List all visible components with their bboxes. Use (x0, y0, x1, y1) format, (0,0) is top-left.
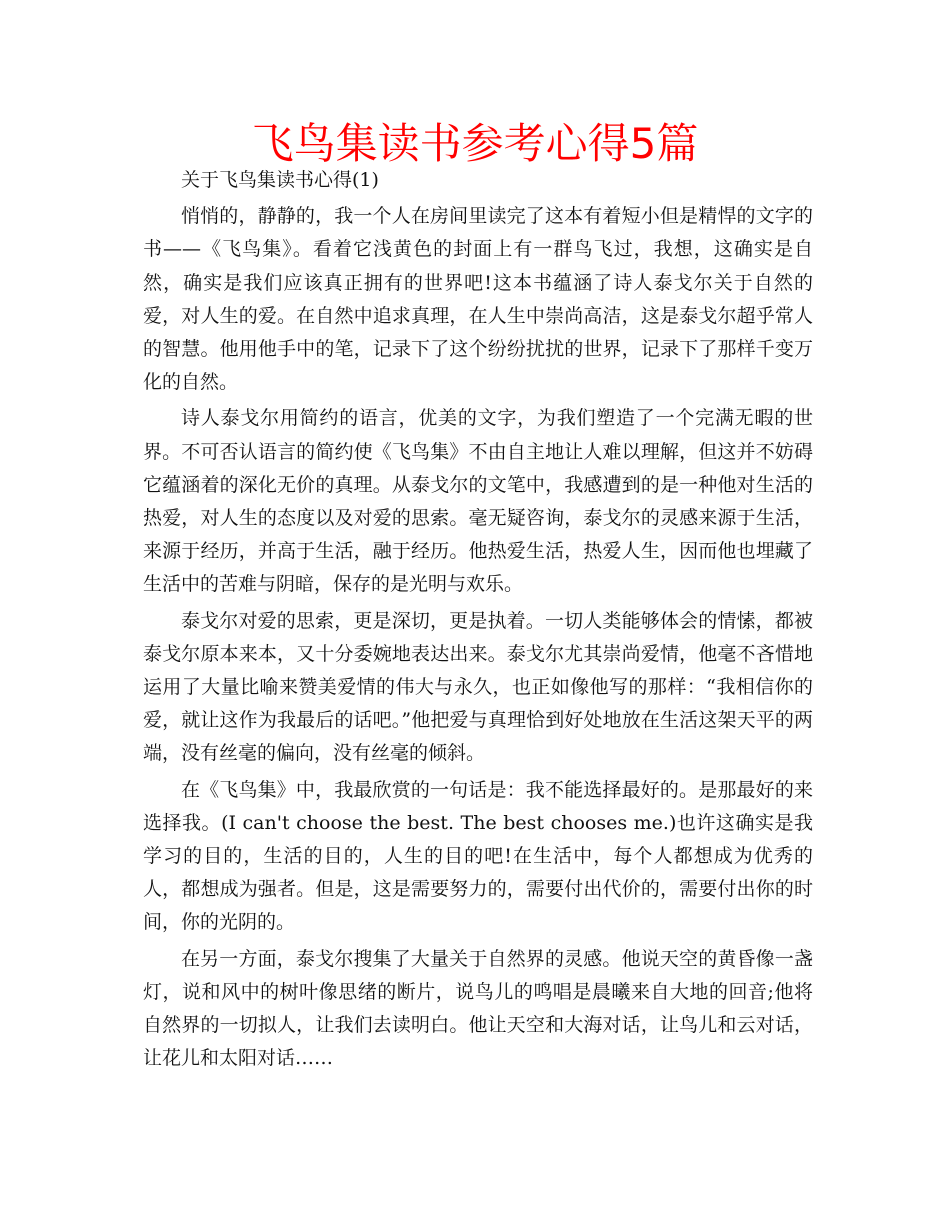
paragraph-1: 悄悄的，静静的，我一个人在房间里读完了这本有着短小但是精悍的文字的书——《飞鸟集》。看着它浅黄色的封面上有一群鸟飞过，我想，这确实是自然，确实是我们应该真正拥有的世界吧!这本书蕴涵了诗人泰戈尔关于自然的爱，对人生的爱。在自然中追求真理，在人生中崇尚高洁，这是泰戈尔超乎常人的智慧。他用他手中的笔，记录下了这个纷纷扰扰的世界，记录下了那样千变万化的自然。 (143, 205, 813, 394)
paragraph-2: 诗人泰戈尔用简约的语言，优美的文字，为我们塑造了一个完满无暇的世界。不可否认语言的简约使《飞鸟集》不由自主地让人难以理解，但这并不妨碍它蕴涵着的深化无价的真理。从泰戈尔的文笔中，我感遭到的是一种他对生活的热爱，对人生的态度以及对爱的思索。毫无疑咨询，泰戈尔的灵感来源于生活，来源于经历，并高于生活，融于经历。他热爱生活，热爱人生，因而他也埋藏了生活中的苦难与阴暗，保存的是光明与欢乐。 (143, 407, 813, 596)
paragraph-4: 在《飞鸟集》中，我最欣赏的一句话是：我不能选择最好的。是那最好的来选择我。(I can't choose the best. The best chooses me.)也许这确实是我学习的目的，生活的目的，人生的目的吧!在生活中，每个人都想成为优秀的人，都想成为强者。但是，这是需要努力的，需要付出代价的，需要付出你的时间，你的光阴的。 (143, 778, 813, 934)
paragraph-3: 泰戈尔对爱的思索，更是深切，更是执着。一切人类能够体会的情愫，都被泰戈尔原本来本，又十分委婉地表达出来。泰戈尔尤其崇尚爱情，他毫不吝惜地运用了大量比喻来赞美爱情的伟大与永久，也正如像他写的那样：“我相信你的爱，就让这作为我最后的话吧。”他把爱与真理恰到好处地放在生活这架天平的两端，没有丝毫的偏向，没有丝毫的倾斜。 (143, 609, 813, 765)
document-body (143, 164, 813, 1078)
paragraph-5: 在另一方面，泰戈尔搜集了大量关于自然界的灵感。他说天空的黄昏像一盏灯，说和风中的树叶像思绪的断片，说鸟儿的鸣唱是晨曦来自大地的回音;他将自然界的一切拟人，让我们去读明白。他让天空和大海对话，让鸟儿和云对话，让花儿和太阳对话…… (143, 947, 813, 1070)
document-title: 飞鸟集读书参考心得5篇 (251, 119, 699, 168)
section-heading: 关于飞鸟集读书心得(1) (181, 169, 379, 191)
